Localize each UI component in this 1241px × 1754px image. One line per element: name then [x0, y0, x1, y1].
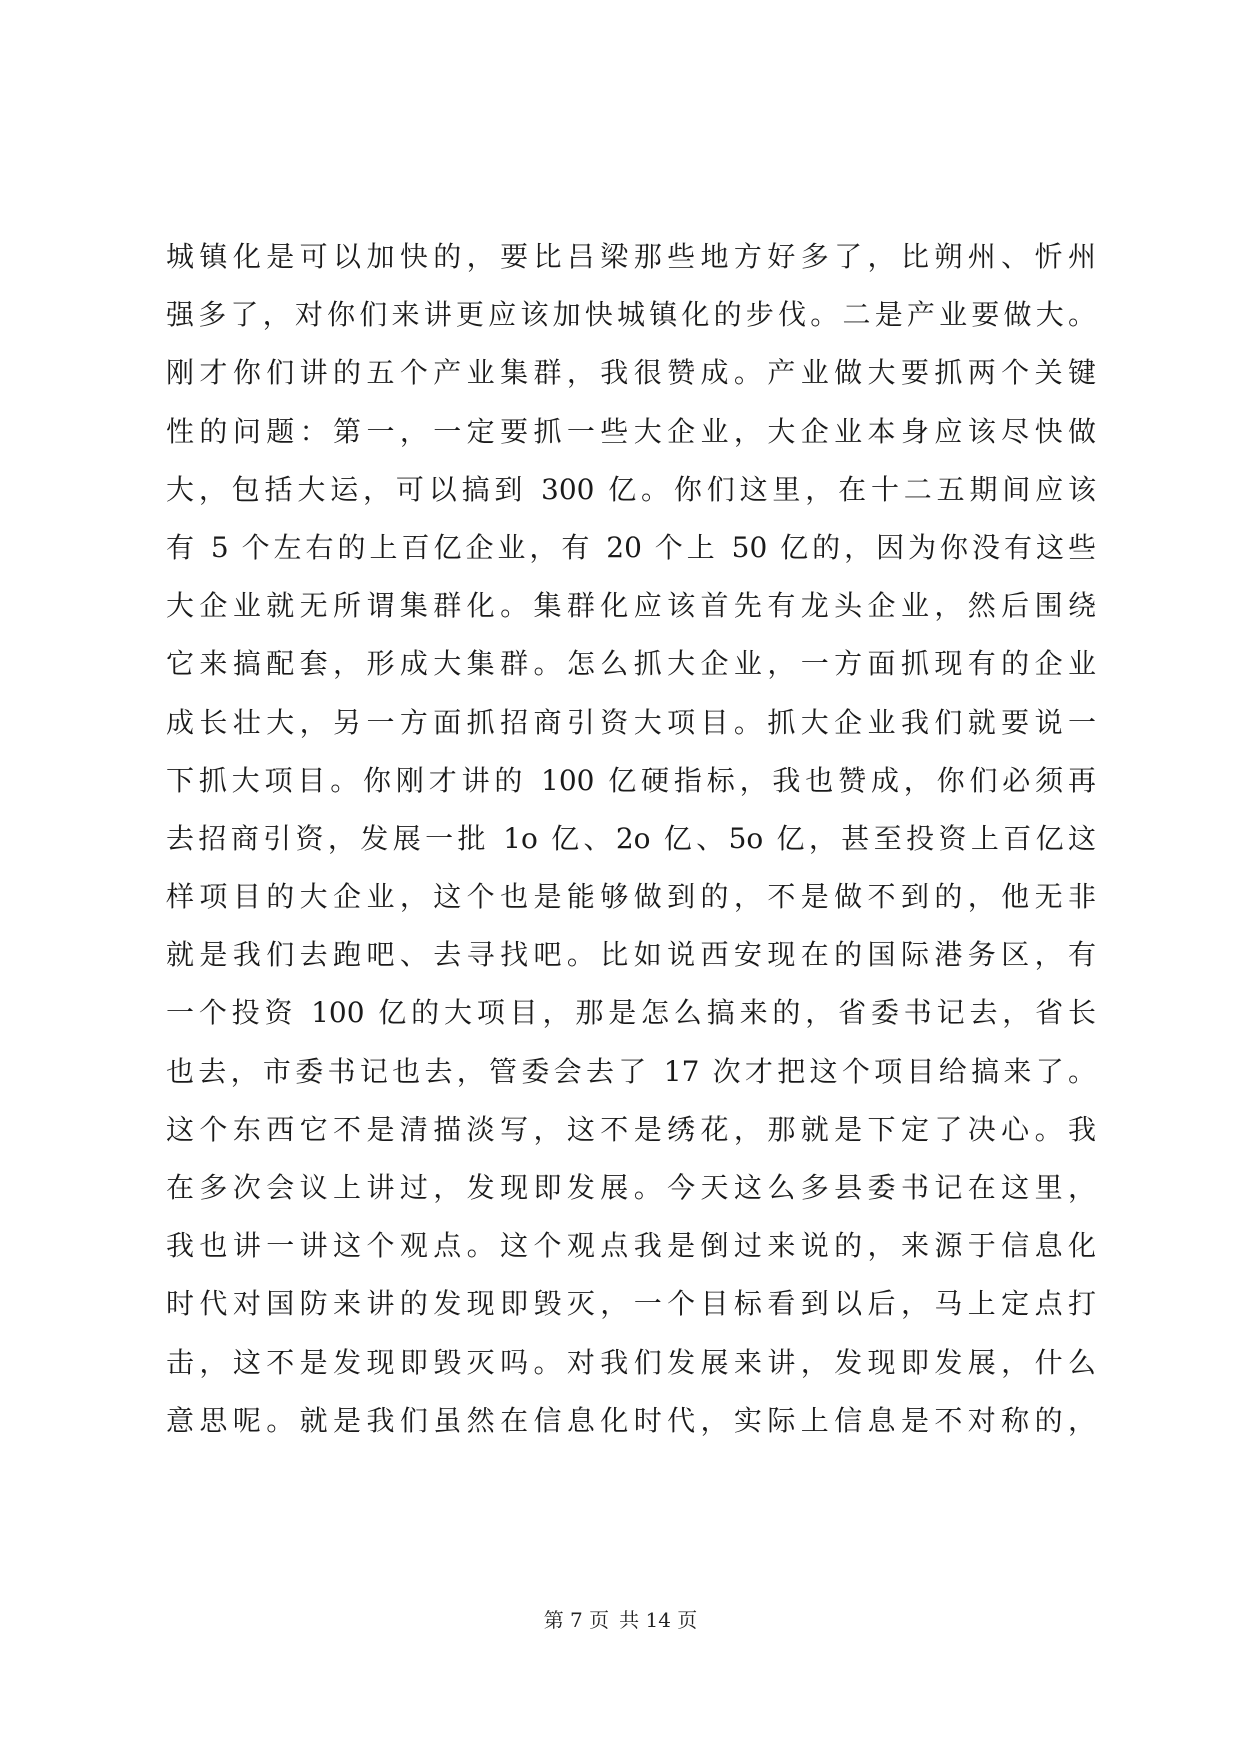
text-line: 刚才你们讲的五个产业集群，我很赞成。产业做大要抓两个关键 — [166, 356, 1096, 390]
text-line: 意思呢。就是我们虽然在信息化时代，实际上信息是不对称的， — [166, 1403, 1096, 1437]
text-line: 我也讲一讲这个观点。这个观点我是倒过来说的，来源于信息化 — [166, 1229, 1096, 1263]
text-line: 时代对国防来讲的发现即毁灭，一个目标看到以后，马上定点打 — [166, 1287, 1096, 1321]
text-line: 成长壮大，另一方面抓招商引资大项目。抓大企业我们就要说一 — [166, 705, 1096, 739]
page-total: 共 14 页 — [619, 1608, 698, 1632]
text-line: 城镇化是可以加快的，要比吕梁那些地方好多了，比朔州、忻州 — [166, 240, 1096, 273]
page-footer — [0, 1606, 1241, 1634]
text-line: 大，包括大运，可以搞到 300 亿。你们这里，在十二五期间应该 — [166, 472, 1096, 506]
text-line: 在多次会议上讲过，发现即发展。今天这么多县委书记在这里， — [166, 1171, 1096, 1204]
text-line: 击，这不是发现即毁灭吗。对我们发展来讲，发现即发展，什么 — [166, 1345, 1096, 1379]
body-text — [166, 228, 1096, 1450]
text-line: 它来搞配套，形成大集群。怎么抓大企业，一方面抓现有的企业 — [166, 647, 1096, 681]
text-line: 性的问题：第一，一定要抓一些大企业，大企业本身应该尽快做 — [166, 414, 1096, 448]
text-line: 有 5 个左右的上百亿企业，有 20 个上 50 亿的，因为你没有这些 — [166, 530, 1096, 564]
page-number: 第 7 页 — [543, 1608, 610, 1632]
text-line: 去招商引资，发展一批 1o 亿、2o 亿、5o 亿，甚至投资上百亿这 — [166, 821, 1096, 855]
text-line: 强多了，对你们来讲更应该加快城镇化的步伐。二是产业要做大。 — [166, 298, 1096, 332]
text-line: 就是我们去跑吧、去寻找吧。比如说西安现在的国际港务区，有 — [166, 938, 1096, 972]
text-line: 这个东西它不是清描淡写，这不是绣花，那就是下定了决心。我 — [166, 1112, 1096, 1146]
text-line: 下抓大项目。你刚才讲的 100 亿硬指标，我也赞成，你们必须再 — [166, 763, 1096, 797]
text-line: 一个投资 100 亿的大项目，那是怎么搞来的，省委书记去，省长 — [166, 996, 1096, 1030]
text-line: 也去，市委书记也去，管委会去了 17 次才把这个项目给搞来了。 — [166, 1054, 1096, 1088]
text-line: 样项目的大企业，这个也是能够做到的，不是做不到的，他无非 — [166, 880, 1096, 914]
text-line: 大企业就无所谓集群化。集群化应该首先有龙头企业，然后围绕 — [166, 589, 1096, 623]
